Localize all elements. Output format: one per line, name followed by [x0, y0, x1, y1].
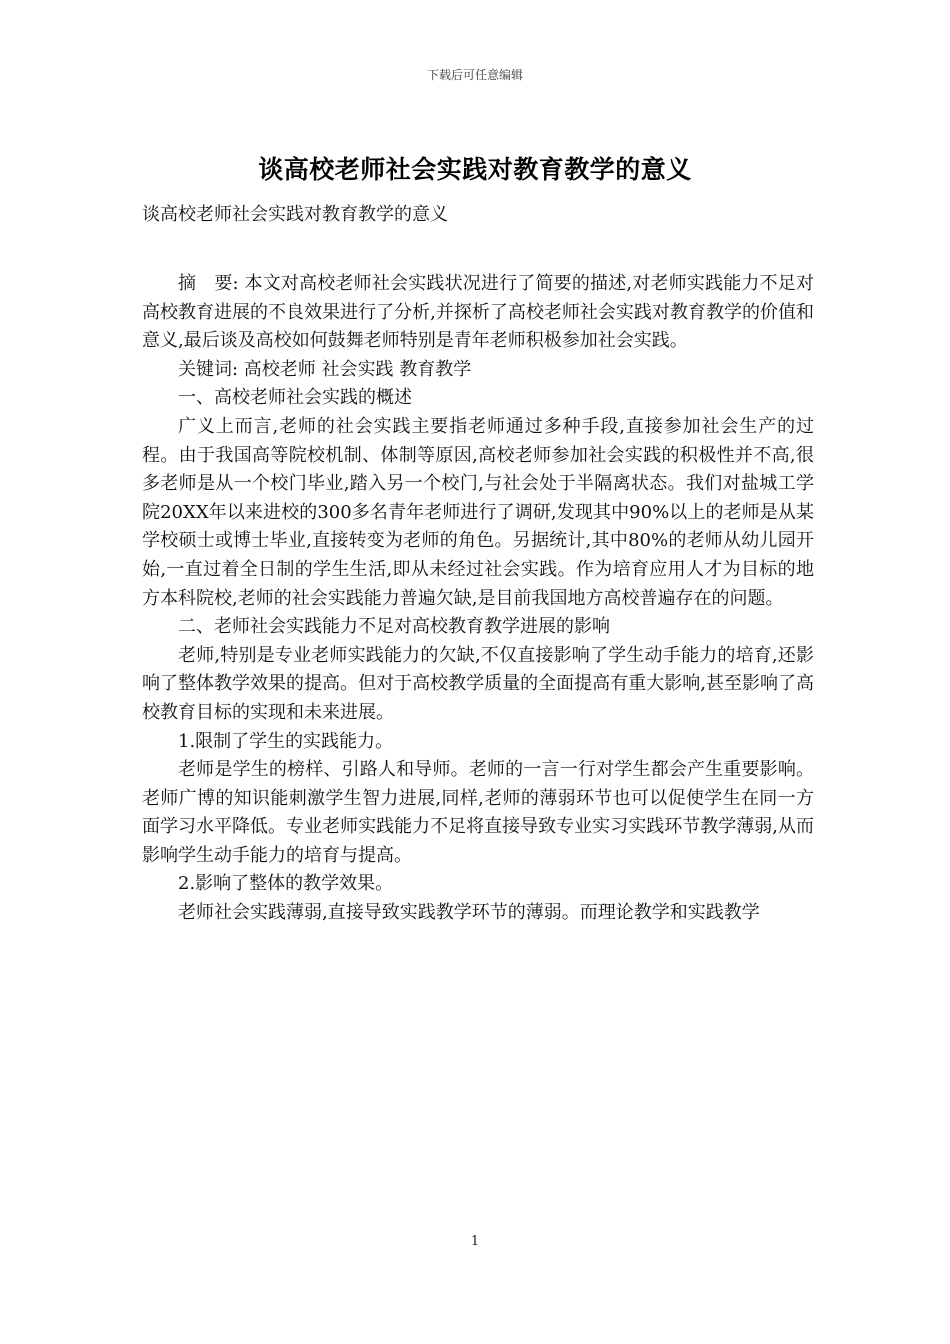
abstract-paragraph: 摘 要: 本文对高校老师社会实践状况进行了简要的描述,对老师实践能力不足对高校教育进展的不良效果进行了分析,并探析了高校老师社会实践对教育教学的价值和意义,最后谈及高校如何鼓舞老师特别是青年老师积极参加社会实践。 [142, 273, 814, 352]
page-number: 1 [470, 1234, 480, 1249]
section-heading-1: 一、高校老师社会实践的概述 [178, 387, 412, 409]
body-paragraph: 广义上而言,老师的社会实践主要指老师通过多种手段,直接参加社会生产的过程。由于我国高等院校机制、体制等原因,高校老师参加社会实践的积极性并不高,很多老师是从一个校门毕业,踏入另一个校门,与社会处于半隔离状态。我们对盐城工学院20XX年以来进校的300多名青年老师进行了调研,发现其中90%以上的老师是从某学校硕士或博士毕业,直接转变为老师的角色。另据统计,其中80%的老师从幼儿园开始,一直过着全日制的学生生活,即从未经过社会实践。作为培育应用人才为目标的地方本科院校,老师的社会实践能力普遍欠缺,是目前我国地方高校普遍存在的问题。 [142, 415, 814, 609]
keywords-paragraph: 关键词: 高校老师 社会实践 教育教学 [178, 358, 472, 380]
body-paragraph: 老师,特别是专业老师实践能力的欠缺,不仅直接影响了学生动手能力的培育,还影响了整体教学效果的提高。但对于高校教学质量的全面提高有重大影响,甚至影响了高校教育目标的实现和未来进展。 [142, 644, 814, 723]
page-header-note: 下载后可任意编辑 [426, 68, 523, 82]
body-paragraph: 老师社会实践薄弱,直接导致实践教学环节的薄弱。而理论教学和实践教学 [178, 902, 760, 924]
subsection-heading-2: 2.影响了整体的教学效果。 [178, 873, 394, 895]
document-title: 谈高校老师社会实践对教育教学的意义 [258, 155, 692, 184]
section-heading-2: 二、老师社会实践能力不足对高校教育教学进展的影响 [178, 616, 610, 638]
document-body [142, 270, 814, 928]
subsection-heading-1: 1.限制了学生的实践能力。 [178, 730, 394, 752]
body-paragraph: 老师是学生的榜样、引路人和导师。老师的一言一行对学生都会产生重要影响。老师广博的知识能刺激学生智力进展,同样,老师的薄弱环节也可以促使学生在同一方面学习水平降低。专业老师实践能力不足将直接导致专业实习实践环节教学薄弱,从而影响学生动手能力的培育与提高。 [142, 759, 814, 866]
document-subtitle: 谈高校老师社会实践对教育教学的意义 [142, 204, 448, 225]
